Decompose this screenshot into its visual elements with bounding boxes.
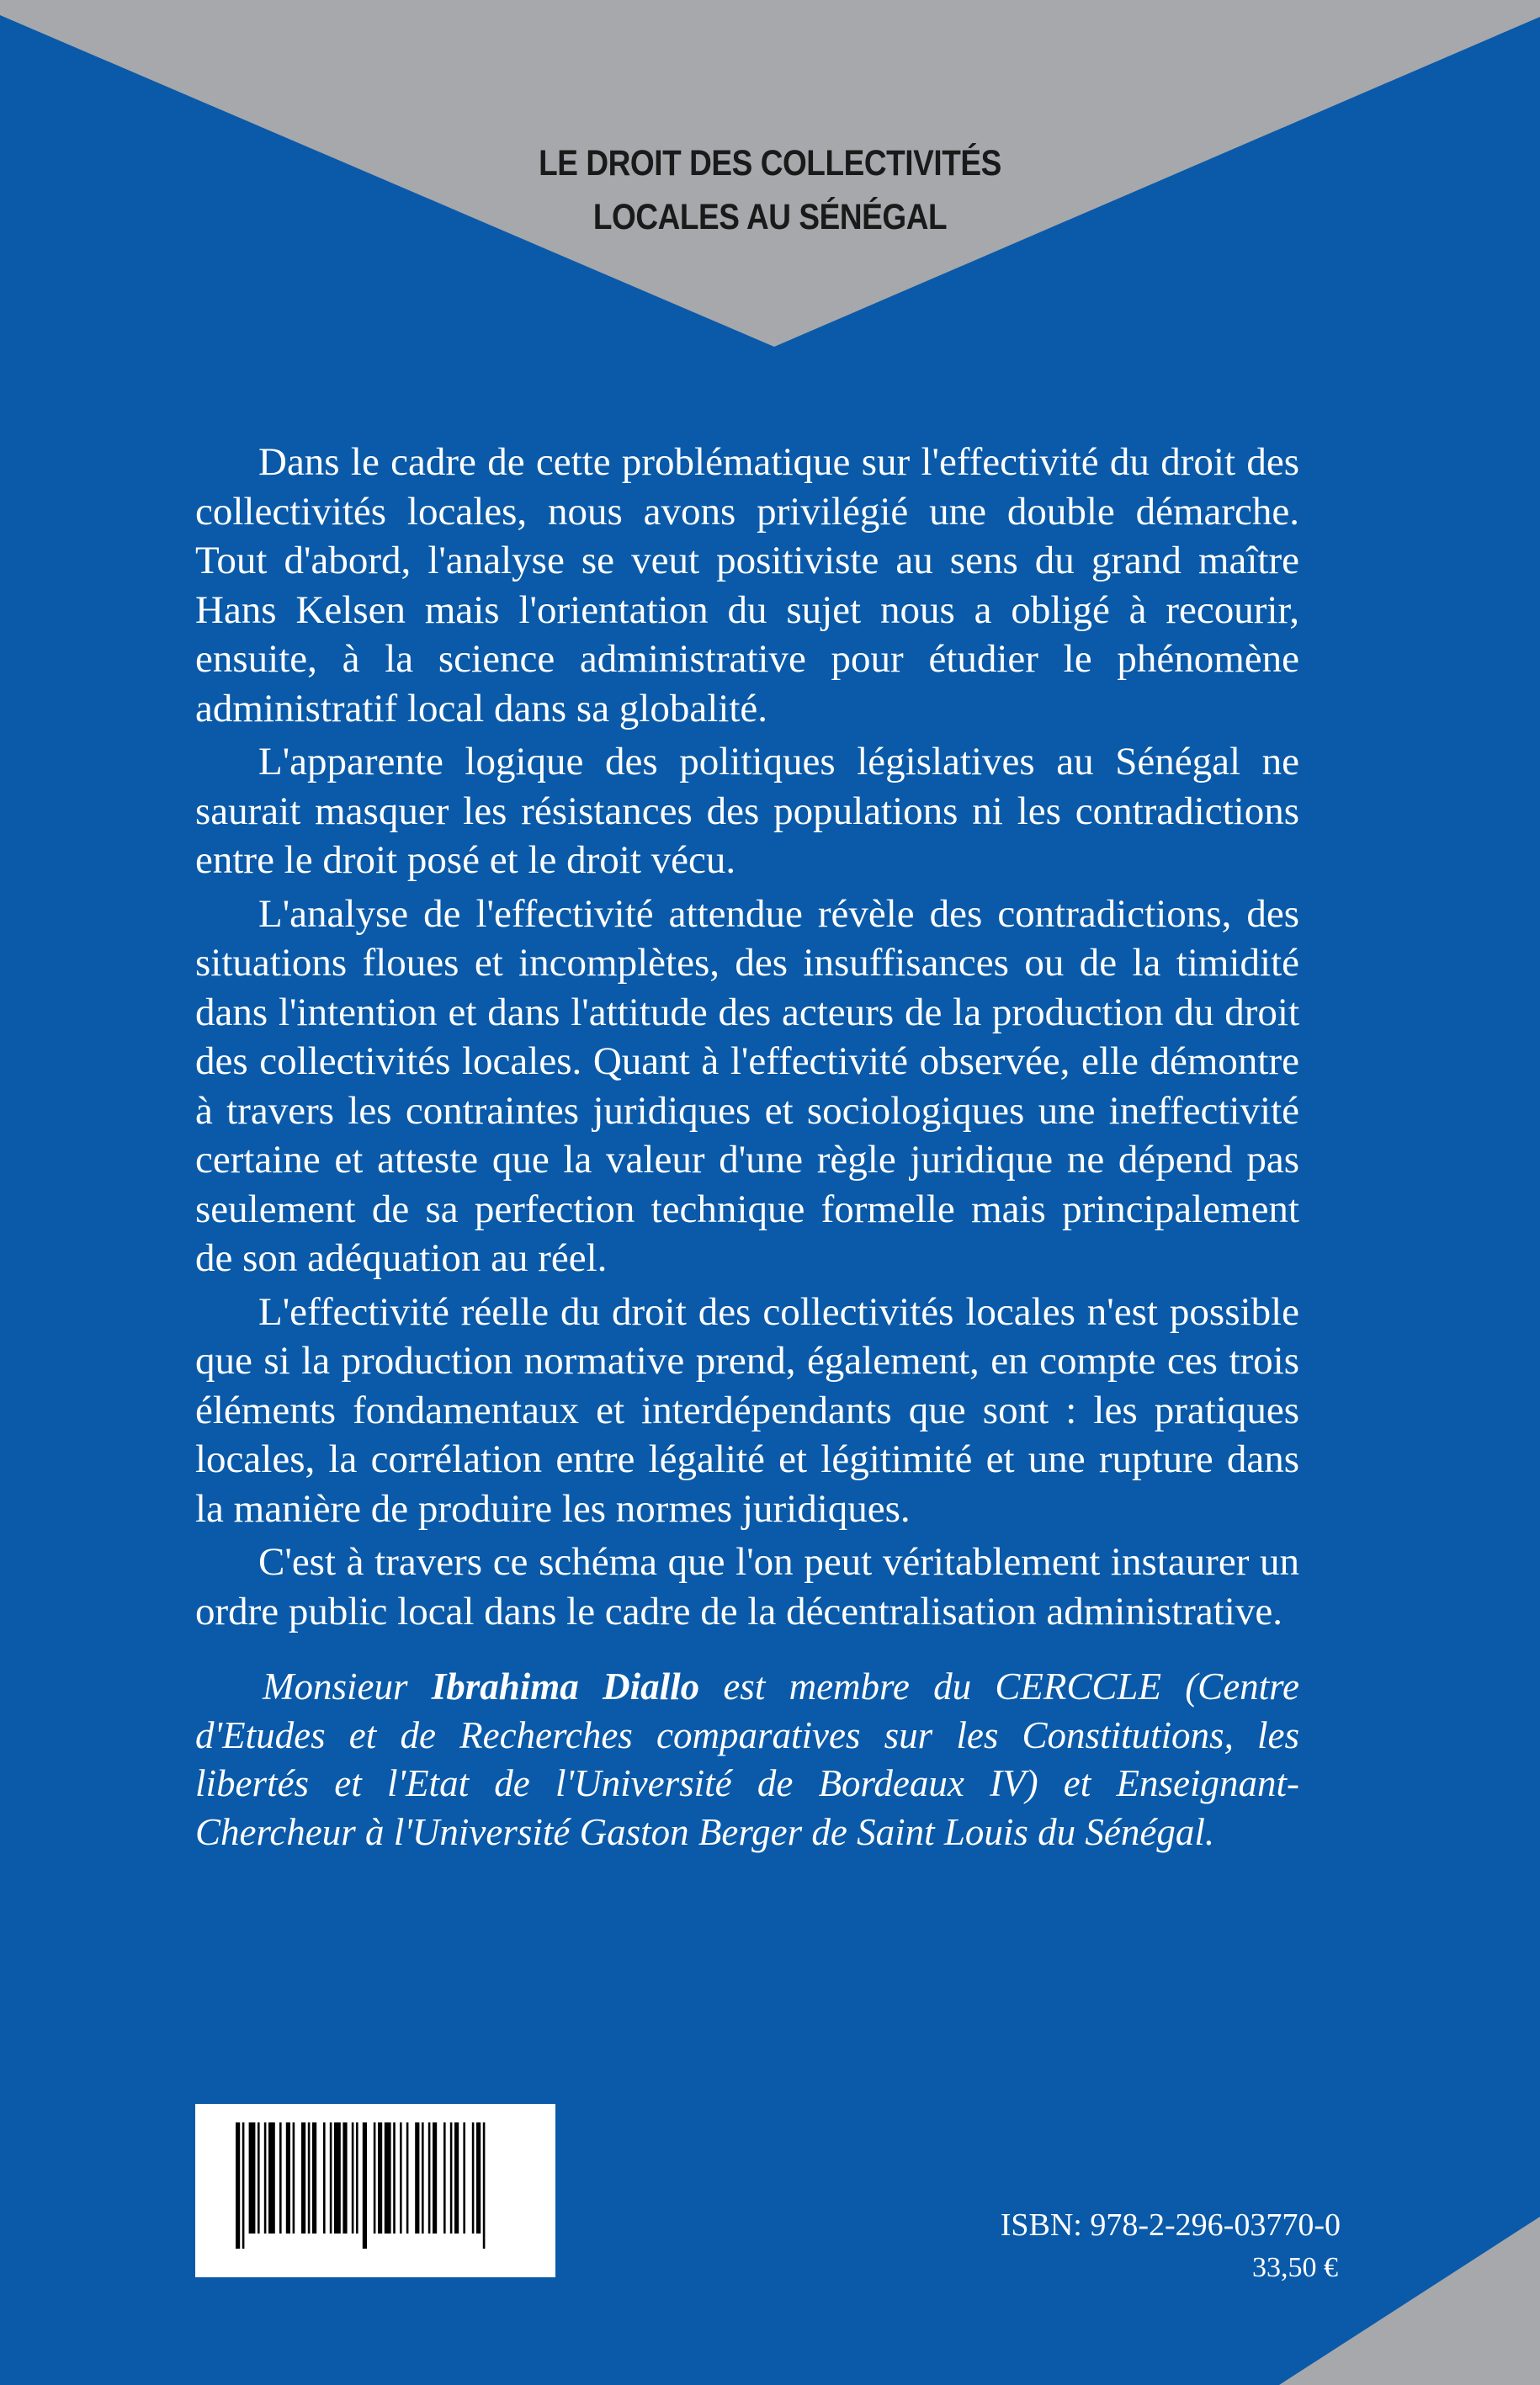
summary-paragraph-2: L'apparente logique des politiques législatives au Sénégal ne saurait masquer les résistances des populations ni les contradictions entre le droit posé et le droit vécu.: [195, 740, 1299, 882]
barcode-bar: [433, 2122, 437, 2234]
barcode-bar: [264, 2122, 267, 2234]
barcode-bar: [400, 2122, 402, 2234]
barcode-bar: [356, 2122, 358, 2234]
barcode-bar: [385, 2122, 391, 2234]
summary-paragraph-5: C'est à travers ce schéma que l'on peut véritablement instaurer un ordre public local dans le cadre de la décentralisation administrative.: [195, 1540, 1299, 1633]
barcode-bar: [279, 2122, 282, 2234]
barcode-bar: [236, 2122, 240, 2249]
barcode-bar: [483, 2122, 486, 2249]
barcode-bar: [323, 2122, 326, 2234]
barcode-bar: [443, 2122, 446, 2234]
barcode-bar: [422, 2122, 424, 2234]
barcode-bar: [454, 2122, 459, 2234]
barcode-bar: [268, 2122, 275, 2234]
barcode-bar: [378, 2122, 382, 2234]
barcode-bar: [343, 2122, 347, 2234]
barcode-bar: [258, 2122, 260, 2234]
summary-paragraph-4: L'effectivité réelle du droit des collectivités locales n'est possible que si la production normative prend, également, en compte ces trois éléments fondamentaux et interdépendants que sont : les pratiques locales, la corrélation entre légalité et légitimité et une rupture dans la manière de produire les normes juridiques.: [195, 1289, 1299, 1531]
summary-text: [195, 438, 1299, 1640]
barcode-bar: [242, 2122, 245, 2249]
barcode: [195, 2104, 555, 2277]
barcode-bar: [393, 2122, 396, 2234]
author-bio: [195, 1663, 1299, 1856]
barcode-bar: [374, 2122, 376, 2234]
author-bio-prefix: Monsieur: [263, 1665, 432, 1708]
author-bio-text: est membre du CERCCLE (Centre d'Etudes et de Recherches comparatives sur les Constitutions, les libertés et l'Etat de l'Université de Bordeaux IV) et Enseignant-Chercheur à l'Université Gaston Berger de Saint Louis du Sénégal.: [195, 1665, 1299, 1853]
barcode-bar: [293, 2122, 295, 2234]
summary-paragraph-1: Dans le cadre de cette problématique sur l'effectivité du droit des collectivités locales, nous avons privilégié une double démarche. Tout d'abord, l'analyse se veut positiviste au sens du grand maître Hans Kelsen mais l'orientation du sujet nous a obligé à recourir, ensuite, à la science administrative pour étudier le phénomène administratif local dans sa globalité.: [195, 440, 1299, 730]
barcode-bar: [334, 2122, 341, 2234]
barcode-bar: [308, 2122, 311, 2234]
barcode-bar: [330, 2122, 332, 2234]
summary-paragraph-3: L'analyse de l'effectivité attendue révèle des contradictions, des situations floues et incomplètes, des insuffisances ou de la timidité dans l'intention et dans l'attitude des acteurs de la production du droit des collectivités locales. Quant à l'effectivité observée, elle démontre à travers les contraintes juridiques et sociologiques une ineffectivité certaine et atteste que la valeur d'une règle juridique ne dépend pas seulement de sa perfection technique formelle mais principalement de son adéquation au réel.: [195, 891, 1299, 1280]
barcode-bar: [301, 2122, 305, 2234]
barcode-bar: [286, 2122, 290, 2234]
barcode-bar: [406, 2122, 409, 2234]
title-line-1: LE DROIT DES COLLECTIVITÉS: [539, 143, 1001, 183]
barcode-bar: [352, 2122, 354, 2234]
author-name: Ibrahima Diallo: [431, 1665, 700, 1708]
barcode-bar: [415, 2122, 419, 2234]
barcode-bar: [450, 2122, 453, 2234]
barcode-bar: [428, 2122, 431, 2234]
title-line-2: LOCALES AU SÉNÉGAL: [592, 197, 948, 237]
barcode-bar: [472, 2122, 475, 2234]
book-title: [455, 136, 1085, 244]
barcode-bar: [363, 2122, 367, 2249]
barcode-bar: [249, 2122, 256, 2234]
price-label: 33,50 €: [1252, 2252, 1338, 2283]
barcode-bar: [312, 2122, 316, 2234]
isbn-label: ISBN: 978-2-296-03770-0: [1000, 2207, 1341, 2243]
barcode-bar: [463, 2122, 465, 2234]
barcode-bars: [195, 2104, 555, 2277]
barcode-bar: [476, 2122, 481, 2234]
